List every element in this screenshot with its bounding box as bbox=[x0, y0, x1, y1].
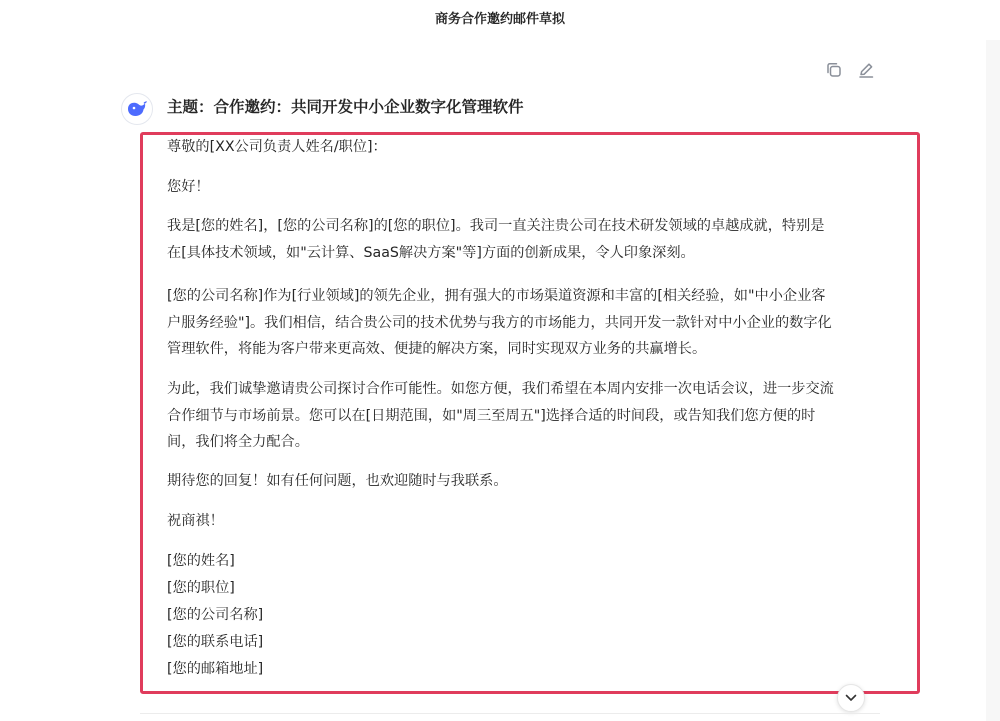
email-paragraph-2 bbox=[167, 283, 887, 363]
whale-logo-icon bbox=[126, 100, 148, 118]
email-subject: 主题：合作邀约：共同开发中小企业数字化管理软件 bbox=[167, 98, 524, 116]
email-regards: 祝商祺！ bbox=[167, 513, 224, 529]
assistant-avatar bbox=[121, 93, 153, 125]
email-paragraph-3 bbox=[167, 376, 887, 456]
paragraph-line: 户服务经验"]。我们相信，结合贵公司的技术优势与我方的市场能力，共同开发一款针对中小企业的数字化 bbox=[167, 314, 832, 331]
paragraph-line: 管理软件，将能为客户带来更高效、便捷的解决方案，同时实现双方业务的共赢增长。 bbox=[167, 341, 707, 357]
paragraph-line: [您的公司名称]作为[行业领域]的领先企业，拥有强大的市场渠道资源和丰富的[相关经验，如"中小企业客 bbox=[167, 288, 826, 304]
paragraph-line: 我是[您的姓名]，[您的公司名称]的[您的职位]。我司一直关注贵公司在技术研发领域的卓越成就，特别是 bbox=[167, 218, 825, 234]
signature-company: [您的公司名称] bbox=[167, 607, 264, 623]
chat-title: 商务合作邀约邮件草拟 bbox=[434, 12, 565, 27]
paragraph-line: 间，我们将全力配合。 bbox=[167, 434, 309, 450]
paragraph-line: 为此，我们诚挚邀请贵公司探讨合作可能性。如您方便，我们希望在本周内安排一次电话会议，进一步交流 bbox=[167, 381, 834, 397]
signature-phone: [您的联系电话] bbox=[167, 634, 264, 650]
email-hello: 您好！ bbox=[167, 179, 210, 195]
copy-icon bbox=[825, 61, 843, 79]
signature-name: [您的姓名] bbox=[167, 553, 235, 569]
signature-title: [您的职位] bbox=[167, 580, 235, 596]
paragraph-line: 合作细节与市场前景。您可以在[日期范围，如"周三至周五"]选择合适的时间段，或告知我们您方便的时 bbox=[167, 407, 816, 424]
bottom-divider bbox=[140, 713, 880, 714]
signature-email: [您的邮箱地址] bbox=[167, 661, 264, 677]
scroll-to-bottom-button[interactable] bbox=[837, 684, 865, 712]
email-closing: 期待您的回复！如有任何问题，也欢迎随时与我联系。 bbox=[167, 473, 508, 489]
paragraph-line: 在[具体技术领域，如"云计算、SaaS解决方案"等]方面的创新成果，令人印象深刻。 bbox=[167, 244, 695, 261]
edit-button[interactable] bbox=[856, 60, 876, 80]
edit-icon bbox=[857, 61, 875, 79]
message-toolbar bbox=[824, 60, 876, 80]
scrollbar-track[interactable] bbox=[986, 40, 1000, 721]
email-paragraph-1 bbox=[167, 213, 887, 266]
chevron-down-icon bbox=[845, 694, 857, 702]
copy-button[interactable] bbox=[824, 60, 844, 80]
email-greeting: 尊敬的[XX公司负责人姓名/职位]： bbox=[167, 139, 387, 155]
